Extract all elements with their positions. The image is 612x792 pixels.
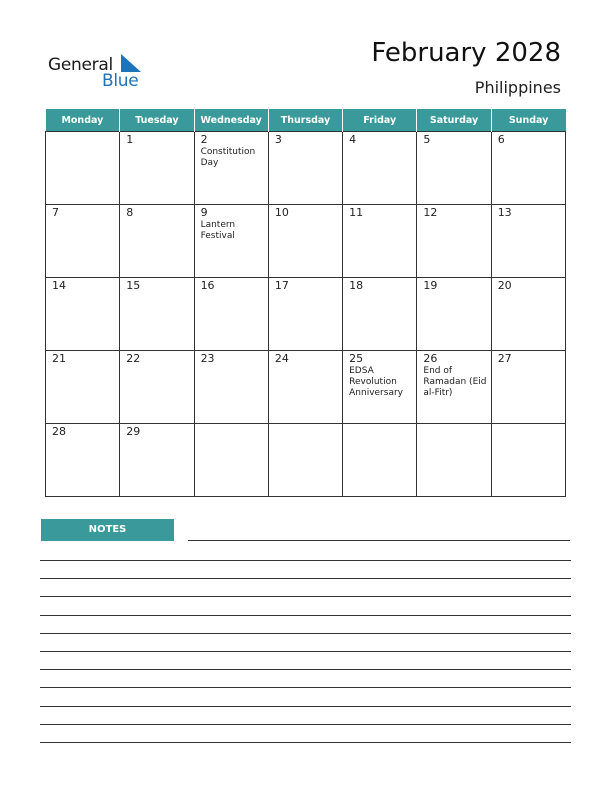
holiday-label: [46, 219, 119, 220]
day-number: 18: [349, 279, 364, 292]
day-cell: [417, 132, 491, 205]
day-number: 10: [274, 206, 289, 219]
day-number: 2: [200, 133, 208, 146]
day-cell: [417, 424, 491, 497]
notes-rule-line: [40, 687, 571, 688]
day-cell: [46, 132, 120, 205]
day-number: 28: [52, 425, 66, 438]
weekday-header: Thursday: [268, 109, 342, 132]
week-row: [46, 424, 566, 497]
day-cell: [120, 278, 194, 351]
day-cell: [491, 351, 565, 424]
day-number: 5: [423, 133, 431, 146]
notes-rule-line: [40, 651, 571, 652]
holiday-label: [269, 219, 342, 220]
holiday-label: End of Ramadan (Eid al-Fitr): [423, 366, 487, 398]
holiday-label: Lantern Festival: [200, 220, 236, 241]
day-number: 29: [126, 425, 141, 438]
day-cell: [46, 351, 120, 424]
holiday-label: [492, 426, 565, 427]
holiday-label: EDSA Revolution Anniversary: [349, 366, 403, 398]
day-cell: [343, 424, 417, 497]
holiday-label: [269, 146, 342, 147]
holiday-label: [343, 426, 416, 427]
day-cell: [194, 351, 268, 424]
day-cell: [46, 278, 120, 351]
holiday-label: [269, 365, 342, 366]
calendar-grid: [45, 109, 566, 497]
day-number: 9: [200, 206, 208, 219]
day-cell: [343, 205, 417, 278]
day-number: 15: [126, 279, 141, 292]
notes-rule-line: [40, 742, 571, 743]
day-cell: [194, 132, 268, 205]
day-number: 16: [200, 279, 215, 292]
day-cell: [120, 205, 194, 278]
holiday-label: [417, 146, 490, 147]
week-row: [46, 278, 566, 351]
weekday-header: Tuesday: [120, 109, 194, 132]
day-cell: [46, 424, 120, 497]
day-number: 8: [126, 206, 134, 219]
notes-rule-line: [188, 540, 570, 541]
day-number: 19: [423, 279, 438, 292]
day-cell: [120, 351, 194, 424]
notes-rule-line: [40, 724, 571, 725]
logo-triangle-icon: [121, 54, 141, 72]
holiday-label: [120, 438, 193, 439]
holiday-label: [343, 292, 416, 293]
holiday-label: [46, 134, 119, 135]
notes-rule-line: [40, 560, 571, 561]
holiday-label: [417, 292, 490, 293]
day-number: 26: [423, 352, 438, 365]
notes-label: NOTES: [41, 519, 174, 541]
holiday-label: [195, 292, 268, 293]
day-number: 13: [497, 206, 512, 219]
day-cell: [194, 278, 268, 351]
day-number: 11: [349, 206, 364, 219]
day-cell: [268, 351, 342, 424]
day-number: 1: [126, 133, 134, 146]
day-number: 22: [126, 352, 141, 365]
logo-word-general: General: [48, 55, 113, 75]
logo-word-blue: Blue: [102, 71, 139, 91]
weekday-header: Monday: [46, 109, 120, 132]
day-cell: [194, 424, 268, 497]
day-cell: [417, 278, 491, 351]
holiday-label: [195, 365, 268, 366]
day-cell: [491, 205, 565, 278]
day-cell: [46, 205, 120, 278]
week-row: [46, 205, 566, 278]
day-number: 14: [52, 279, 66, 292]
holiday-label: [120, 292, 193, 293]
holiday-label: [417, 219, 490, 220]
holiday-label: [269, 292, 342, 293]
day-cell: [491, 424, 565, 497]
holiday-label: [195, 426, 268, 427]
week-row: [46, 132, 566, 205]
weekday-header: Wednesday: [194, 109, 268, 132]
day-cell: [417, 351, 491, 424]
page-title: February 2028: [371, 38, 561, 68]
day-number: 23: [200, 352, 215, 365]
notes-rule-line: [40, 596, 571, 597]
week-row: [46, 351, 566, 424]
country-name: Philippines: [474, 78, 561, 97]
holiday-label: [120, 219, 193, 220]
day-cell: [268, 424, 342, 497]
holiday-label: [343, 219, 416, 220]
day-cell: [343, 132, 417, 205]
day-number: 12: [423, 206, 438, 219]
day-number: 20: [497, 279, 512, 292]
holiday-label: [492, 219, 565, 220]
calendar-body: [46, 132, 566, 497]
holiday-label: [492, 146, 565, 147]
notes-rule-line: [40, 669, 571, 670]
notes-rule-line: [40, 633, 571, 634]
day-number: 17: [274, 279, 289, 292]
weekday-header: Sunday: [491, 109, 565, 132]
day-cell: [268, 278, 342, 351]
weekday-header: Saturday: [417, 109, 491, 132]
weekday-header: Friday: [343, 109, 417, 132]
notes-rule-line: [40, 706, 571, 707]
notes-rule-line: [40, 615, 571, 616]
holiday-label: [120, 365, 193, 366]
day-cell: [268, 205, 342, 278]
day-cell: [343, 278, 417, 351]
day-number: 25: [349, 352, 364, 365]
day-number: 21: [52, 352, 66, 365]
holiday-label: [343, 146, 416, 147]
holiday-label: [417, 426, 490, 427]
day-number: 7: [52, 206, 59, 219]
day-number: 4: [349, 133, 357, 146]
weekday-header-row: [46, 109, 566, 132]
holiday-label: [46, 438, 119, 439]
day-cell: [343, 351, 417, 424]
day-number: 6: [497, 133, 505, 146]
holiday-label: [492, 365, 565, 366]
logo: [48, 52, 148, 92]
day-cell: [268, 132, 342, 205]
day-cell: [491, 278, 565, 351]
holiday-label: [46, 292, 119, 293]
day-number: 24: [274, 352, 289, 365]
holiday-label: [492, 292, 565, 293]
day-cell: [417, 205, 491, 278]
day-cell: [120, 132, 194, 205]
holiday-label: [269, 426, 342, 427]
day-number: 27: [497, 352, 512, 365]
day-number: 3: [274, 133, 282, 146]
day-cell: [491, 132, 565, 205]
holiday-label: Constitution Day: [200, 147, 256, 168]
notes-rule-line: [40, 578, 571, 579]
holiday-label: [120, 146, 193, 147]
day-cell: [120, 424, 194, 497]
day-cell: [194, 205, 268, 278]
holiday-label: [46, 365, 119, 366]
